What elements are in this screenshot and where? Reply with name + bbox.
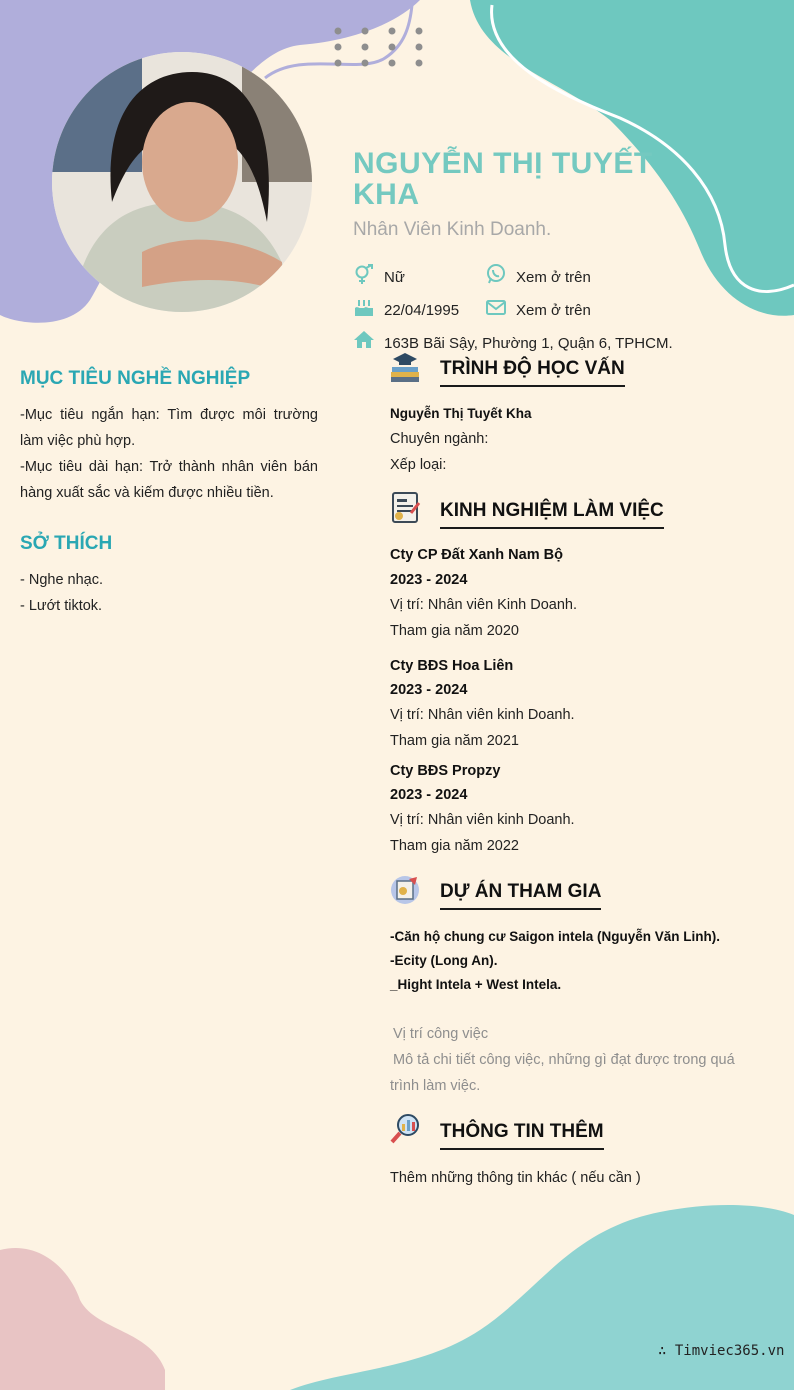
teal-bottom-blob bbox=[290, 1205, 794, 1390]
job-position: Vị trí: Nhân viên Kinh Doanh. bbox=[390, 597, 577, 613]
address-value: 163B Bãi Sậy, Phường 1, Quận 6, TPHCM. bbox=[384, 335, 673, 352]
job-company: Cty BĐS Hoa Liên bbox=[390, 658, 514, 674]
whatsapp-icon bbox=[485, 263, 507, 285]
profile-photo bbox=[52, 52, 312, 312]
education-books-icon bbox=[389, 350, 423, 384]
email-icon bbox=[485, 296, 507, 318]
project-position-placeholder: Vị trí công việc bbox=[393, 1026, 489, 1042]
gender-icon bbox=[353, 263, 375, 285]
additional-text: Thêm những thông tin khác ( nếu cần ) bbox=[390, 1170, 641, 1186]
experience-document-icon bbox=[389, 491, 423, 525]
education-major: Chuyên ngành: bbox=[390, 431, 489, 447]
job-note: Tham gia năm 2020 bbox=[390, 623, 519, 639]
objective-short-term: -Mục tiêu ngắn hạn: Tìm được môi trường làm việc phù hợp. bbox=[20, 407, 318, 449]
objective-long-term: -Mục tiêu dài hạn: Trở thành nhân viên bán hàng xuất sắc và kiếm được nhiều tiền. bbox=[20, 459, 318, 501]
job-note: Tham gia năm 2021 bbox=[390, 733, 519, 749]
project-item: -Căn hộ chung cư Saigon intela (Nguyễn Văn Linh). bbox=[390, 929, 721, 944]
job-period: 2023 - 2024 bbox=[390, 787, 468, 803]
job-note: Tham gia năm 2022 bbox=[390, 838, 519, 854]
pink-blob bbox=[0, 1248, 165, 1390]
job-company: Cty BĐS Propzy bbox=[390, 763, 501, 779]
education-school: Nguyễn Thị Tuyết Kha bbox=[390, 406, 532, 421]
watermark: ∴ Timviec365.vn bbox=[658, 1343, 785, 1359]
email-value[interactable]: Xem ở trên bbox=[516, 302, 591, 319]
job-period: 2023 - 2024 bbox=[390, 682, 468, 698]
magnifier-chart-icon bbox=[389, 1112, 423, 1146]
objective-heading: MỤC TIÊU NGHỀ NGHIỆP bbox=[20, 368, 251, 389]
project-item: -Ecity (Long An). bbox=[390, 953, 498, 968]
project-desc-placeholder: Mô tả chi tiết công việc, những gì đạt được trong quá bbox=[393, 1052, 735, 1068]
job-title: Nhân Viên Kinh Doanh. bbox=[353, 219, 552, 240]
home-icon bbox=[353, 329, 375, 351]
job-company: Cty CP Đất Xanh Nam Bộ bbox=[390, 547, 563, 563]
gender-value: Nữ bbox=[384, 269, 405, 286]
education-grade: Xếp loại: bbox=[390, 457, 447, 473]
full-name: NGUYỄN THỊ TUYẾT KHA bbox=[353, 147, 653, 211]
projects-heading: DỰ ÁN THAM GIA bbox=[440, 881, 601, 910]
job-position: Vị trí: Nhân viên kinh Doanh. bbox=[390, 812, 575, 828]
education-heading: TRÌNH ĐỘ HỌC VẤN bbox=[440, 358, 625, 387]
hobbies-heading: SỞ THÍCH bbox=[20, 533, 113, 554]
additional-heading: THÔNG TIN THÊM bbox=[440, 1121, 604, 1150]
birthday-cake-icon bbox=[353, 296, 375, 318]
hobby-item: - Nghe nhạc. bbox=[20, 572, 104, 588]
phone-value[interactable]: Xem ở trên bbox=[516, 269, 591, 286]
projects-icon bbox=[389, 873, 423, 907]
job-position: Vị trí: Nhân viên kinh Doanh. bbox=[390, 707, 575, 723]
project-item: _Hight Intela + West Intela. bbox=[390, 977, 562, 992]
birthday-value: 22/04/1995 bbox=[384, 302, 460, 319]
experience-heading: KINH NGHIỆM LÀM VIỆC bbox=[440, 500, 664, 529]
hobby-item: - Lướt tiktok. bbox=[20, 598, 103, 614]
project-desc-placeholder: trình làm việc. bbox=[390, 1078, 481, 1094]
job-period: 2023 - 2024 bbox=[390, 572, 468, 588]
